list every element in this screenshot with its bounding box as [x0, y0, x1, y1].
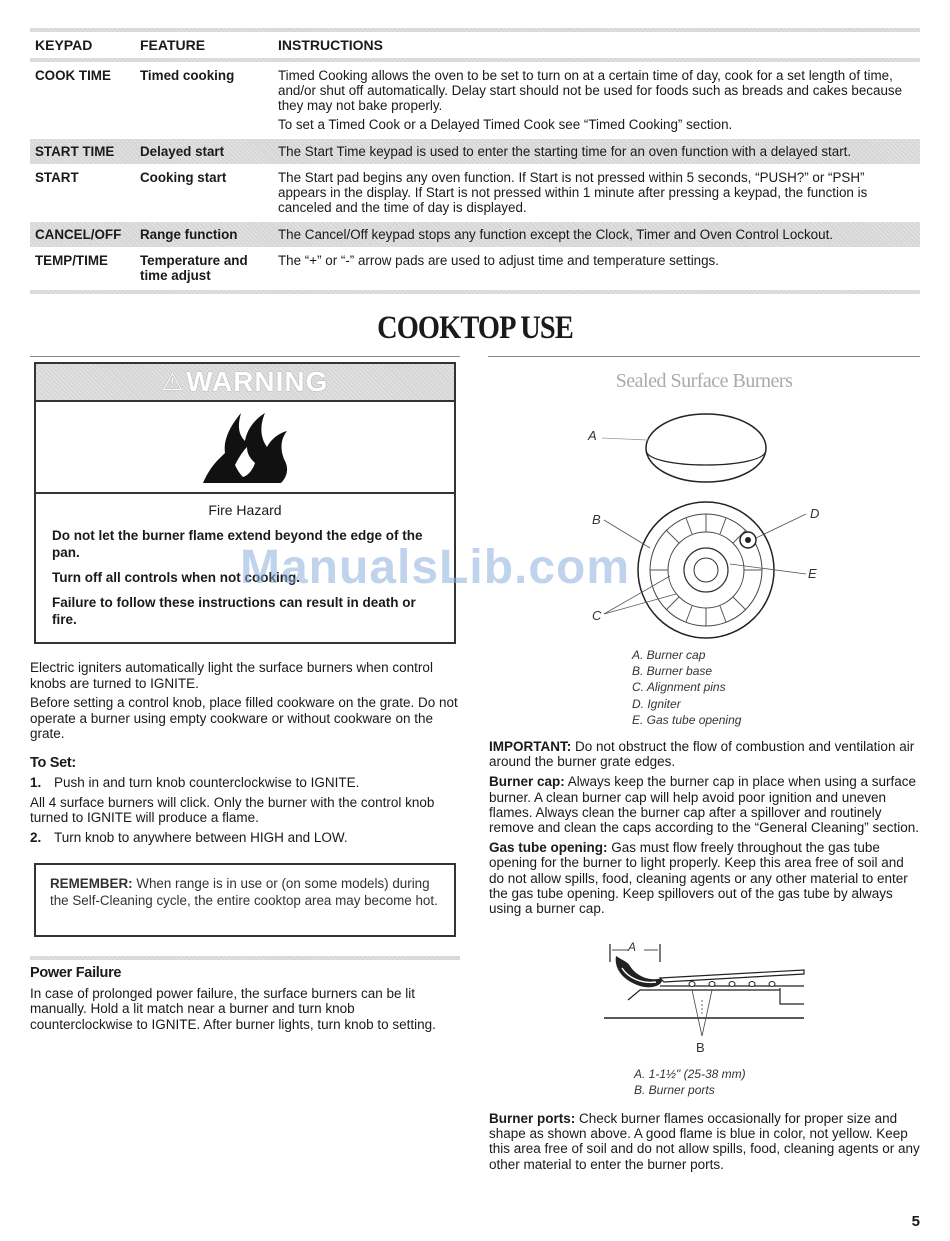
hazard-title: Fire Hazard: [208, 502, 282, 518]
instructions-cell: [278, 227, 920, 242]
flame-illustration: [600, 938, 810, 1056]
keypad-cell: START TIME: [35, 144, 115, 159]
paragraph-text: Gas must flow freely throughout the gas tube opening for the burner to light properly. Keep this area free of soil and do not allow spills, food, cleaning agents or any other material to enter the gas tube opening. Keep spillovers out of the gas tube by always using a burner cap.: [489, 840, 908, 917]
legend-item: B. Burner ports: [634, 1083, 715, 1098]
power-failure-section: [30, 966, 460, 1032]
figure-legend: [632, 647, 741, 728]
instructions-cell: [278, 68, 920, 132]
table-header: [30, 32, 920, 58]
legend-item: C. Alignment pins: [632, 680, 726, 695]
burner-cap-paragraph: [489, 774, 920, 835]
to-set-heading: To Set:: [30, 754, 76, 771]
instruction-text: The Cancel/Off keypad stops any function except the Clock, Timer and Oven Control Lockout.: [278, 227, 834, 242]
warning-line: Failure to follow these instructions can result in death or fire.: [52, 595, 416, 627]
step-text: Turn knob to anywhere between HIGH and LOW.: [54, 829, 348, 845]
warning-line: Turn off all controls when not cooking.: [52, 570, 300, 585]
warning-triangle-icon: ⚠: [161, 368, 185, 396]
intro-paragraph: Before setting a control knob, place filled cookware on the grate. Do not operate a burner using empty cookware or without cookware on the grate.: [30, 695, 458, 741]
keypad-cell: COOK TIME: [35, 68, 111, 83]
flame-height-diagram: [600, 938, 810, 1061]
instructions-cell: [278, 170, 920, 215]
instructions-cell: [278, 253, 920, 283]
header-keypad: KEYPAD: [35, 37, 93, 53]
instruction-text: To set a Timed Cook or a Delayed Timed Cook see “Timed Cooking” section.: [278, 117, 733, 132]
paragraph-text: Check burner flames occasionally for proper size and shape as shown above. A good flame is blue in color, not yellow. Keep this area free of soil and do not allow spills, food, cleaning agents or any other material to enter the burner ports.: [489, 1111, 920, 1172]
warning-text: [36, 494, 454, 628]
header-feature: FEATURE: [140, 37, 206, 53]
divider: [30, 356, 460, 357]
right-column: [489, 739, 920, 921]
burner-ports-section: [489, 1111, 920, 1172]
table-row: [30, 62, 920, 139]
power-failure-heading: Power Failure: [30, 965, 122, 981]
page-number: 5: [911, 1213, 920, 1230]
section-title: COOKTOP USE: [377, 310, 573, 346]
warning-banner: [36, 364, 454, 400]
power-failure-text: In case of prolonged power failure, the surface burners can be lit manually. Hold a lit match near a burner and turn knob counterclockwise to IGNITE. After burner lights, turn knob to setting.: [30, 985, 436, 1032]
figure-label-e: E: [808, 566, 817, 581]
feature-cell: Cooking start: [140, 170, 227, 185]
instruction-text: The “+” or “-” arrow pads are used to adjust time and temperature settings.: [278, 253, 719, 268]
paragraph-label: Burner ports:: [489, 1111, 576, 1126]
legend-item: E. Gas tube opening: [632, 712, 742, 727]
step-item: [30, 830, 460, 846]
feature-cell: Timed cooking: [140, 68, 235, 83]
keypad-cell: CANCEL/OFF: [35, 227, 122, 242]
instruction-text: The Start Time keypad is used to enter the starting time for an oven function with a delayed start.: [278, 144, 852, 159]
instructions-cell: [278, 144, 920, 159]
flame-legend: [634, 1066, 746, 1098]
table-row: [30, 139, 920, 164]
fire-icon: [195, 409, 295, 485]
step-number: 1.: [30, 775, 42, 790]
fire-hazard-panel: [36, 400, 454, 494]
feature-cell: Delayed start: [140, 144, 225, 159]
burner-ports-paragraph: [489, 1111, 920, 1172]
figure-title: Sealed Surface Burners: [615, 370, 793, 392]
legend-item: A. 1-1½" (25-38 mm): [634, 1067, 746, 1081]
intro-paragraph: Electric igniters automatically light the surface burners when control knobs are turned to IGNITE.: [30, 660, 433, 691]
warning-line: Do not let the burner flame extend beyond the edge of the pan.: [52, 528, 423, 560]
table-row: [30, 222, 920, 247]
legend-item: A. Burner cap: [632, 648, 706, 662]
paragraph-label: Gas tube opening:: [489, 840, 608, 856]
paragraph-text: Always keep the burner cap in place when using a surface burner. A clean burner cap will help avoid poor ignition and uneven flames. Always clean the burner cap after a spillover and routinely remove and clean the caps according to the “General Cleaning” section.: [489, 774, 919, 836]
table-bottom-rule: [30, 290, 920, 294]
table-row: [30, 164, 920, 222]
instruction-text: Timed Cooking allows the oven to be set to turn on at a certain time of day, cook for a set length of time, and/or shut off automatically. Delay start should not be used for foods such as breads and cakes because they may not bake properly.: [278, 68, 903, 113]
keypad-cell: TEMP/TIME: [35, 253, 108, 268]
left-column: [30, 660, 460, 849]
important-paragraph: [489, 739, 920, 769]
remember-label: REMEMBER:: [50, 876, 133, 891]
divider: [488, 356, 920, 357]
figure-label-d: D: [810, 506, 820, 521]
watermark: ManualsLib.com: [240, 541, 631, 594]
step-text: Push in and turn knob counterclockwise to IGNITE.: [54, 775, 360, 790]
table-row: [30, 247, 920, 290]
keypad-table: [30, 28, 920, 294]
feature-cell: Temperature and time adjust: [140, 253, 248, 283]
remember-box: [34, 863, 456, 937]
figure-label-c: C: [592, 608, 602, 623]
paragraph-text: Do not obstruct the flow of combustion and ventilation air around the burner grate edges.: [489, 739, 915, 770]
figure-label-a: A: [588, 428, 597, 443]
instruction-text: The Start pad begins any oven function. If Start is not pressed within 5 seconds, “PUSH?” or “PSH” appears in the display. If Start is not pressed within 1 minute after pressing a keypad, the function is canceled and the time of day is displayed.: [278, 170, 868, 215]
keypad-cell: START: [35, 170, 79, 185]
legend-item: B. Burner base: [632, 664, 713, 679]
divider: [30, 956, 460, 960]
gas-tube-paragraph: [489, 840, 920, 916]
legend-item: D. Igniter: [632, 696, 681, 711]
step-item: [30, 775, 460, 791]
step-number: 2.: [30, 829, 42, 845]
remember-text: When range is in use or (on some models) during the Self-Cleaning cycle, the entire cooktop area may become hot.: [50, 876, 438, 908]
flame-label-b: B: [696, 1040, 705, 1055]
figure-label-b: B: [592, 512, 601, 527]
warning-box: [34, 362, 456, 644]
burner-diagram: [580, 408, 820, 645]
burner-illustration: [580, 408, 820, 640]
warning-label: WARNING: [186, 366, 329, 397]
paragraph-label: Burner cap:: [489, 774, 565, 790]
header-instructions: INSTRUCTIONS: [278, 37, 383, 53]
step-detail: All 4 surface burners will click. Only the burner with the control knob turned to IGNITE will produce a flame.: [30, 794, 435, 825]
paragraph-label: IMPORTANT:: [489, 739, 572, 754]
feature-cell: Range function: [140, 227, 238, 242]
flame-label-a: A: [628, 940, 637, 954]
